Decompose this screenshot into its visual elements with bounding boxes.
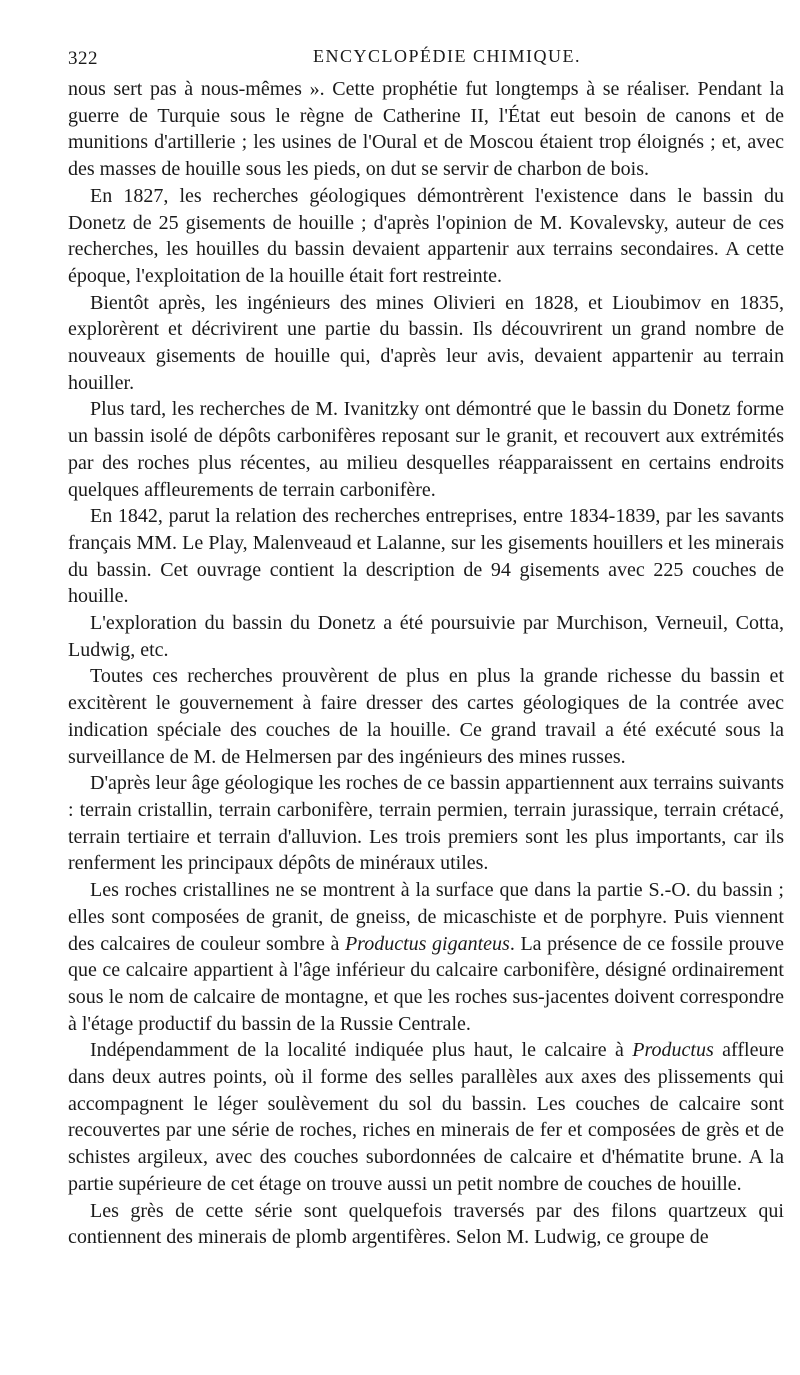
paragraph [68,1037,784,1197]
page-number: 322 [68,48,98,69]
paragraph: L'exploration du bassin du Donetz a été poursuivie par Murchison, Verneuil, Cotta, Ludwig, etc. [68,612,784,661]
paragraph: Bientôt après, les ingénieurs des mines Olivieri en 1828, et Lioubimov en 1835, explorèrent et décrivirent une partie du bassin. Ils découvrirent un grand nombre de nouveaux gisements de houille qui, d'après leur avis, devaient appartenir au terrain houiller. [68,291,784,394]
paragraph: En 1842, parut la relation des recherches entreprises, entre 1834-1839, par les savants français MM. Le Play, Malenveaud et Lalanne, sur les gisements houillers et les minerais du bassin. Cet ouvrage contient la description de 94 gisements avec 225 couches de houille. [68,505,784,608]
paragraph-text: . La présence de ce fossile prouve que ce calcaire appartient à l'âge inférieur du calcaire carbonifère, désigné ordinairement sous le nom de calcaire de montagne, et que les roches sus-jacentes doivent correspondre à l'étage productif du bassin de la Russie Centrale. [68,932,785,1035]
running-title: ENCYCLOPÉDIE CHIMIQUE. [313,46,581,66]
paragraph: Les grès de cette série sont quelquefois traversés par des filons quartzeux qui contiennent des minerais de plomb argentifères. Selon M. Ludwig, ce groupe de [68,1199,784,1249]
body-text [68,76,784,1251]
document-page [68,46,784,1251]
page-header [68,46,784,76]
paragraph-text: Les roches cristallines ne se montrent à la surface que dans la partie S.-O. du bassin ; elles sont composées de granit, de gneiss, de micaschiste et de porphyre. Puis viennent des calcaires de couleur sombre à [68,879,784,955]
paragraph: Plus tard, les recherches de M. Ivanitzky ont démontré que le bassin du Donetz forme un bassin isolé de dépôts carbonifères reposant sur le granit, et recouvert aux extrémités par des roches plus récentes, au milieu desquelles réapparaissent en certains endroits quelques affleurements de terrain carbonifère. [68,398,784,501]
paragraph-text: Indépendamment de la localité indiquée plus haut, le calcaire à [90,1039,633,1062]
paragraph: En 1827, les recherches géologiques démontrèrent l'existence dans le bassin du Donetz de 25 gisements de houille ; d'après l'opinion de M. Kovalevsky, auteur de ces recherches, les houilles du bassin devaient appartenir aux terrains secondaires. A cette époque, l'exploitation de la houille était fort restreinte. [68,184,784,287]
paragraph: Toutes ces recherches prouvèrent de plus en plus la grande richesse du bassin et excitèrent le gouvernement à faire dresser des cartes géologiques de la contrée avec indication spéciale des couches de la houille. Ce grand travail a été exécuté sous la surveillance de M. de Helmersen par des ingénieurs des mines russes. [68,665,784,768]
genus-name: Productus [632,1039,714,1062]
paragraph [68,877,784,1037]
species-name: Productus giganteus [344,932,510,955]
paragraph: D'après leur âge géologique les roches de ce bassin appartiennent aux terrains suivants : terrain cristallin, terrain carbonifère, terrain permien, terrain jurassique, terrain crétacé, terrain tertiaire et terrain d'alluvion. Les trois premiers sont les plus importants, car ils renferment les principaux dépôts de minéraux utiles. [68,772,784,875]
paragraph-text: affleure dans deux autres points, où il forme des selles parallèles aux axes des plissements qui accompagnent le léger soulèvement du sol du bassin. Les couches de calcaire sont recouvertes par une série de roches, riches en minerais de fer et composées de grès et de schistes argileux, avec des couches subordonnées de calcaire et d'hématite brune. A la partie supérieure de cet étage on trouve aussi un petit nombre de couches de houille. [68,1039,784,1195]
paragraph: nous sert pas à nous-mêmes ». Cette prophétie fut longtemps à se réaliser. Pendant la guerre de Turquie sous le règne de Catherine II, l'État eut besoin de canons et de munitions d'artillerie ; les usines de l'Oural et de Moscou étaient trop éloignés ; et, avec des masses de houille sous les pieds, on dut se servir de charbon de bois. [68,78,784,181]
